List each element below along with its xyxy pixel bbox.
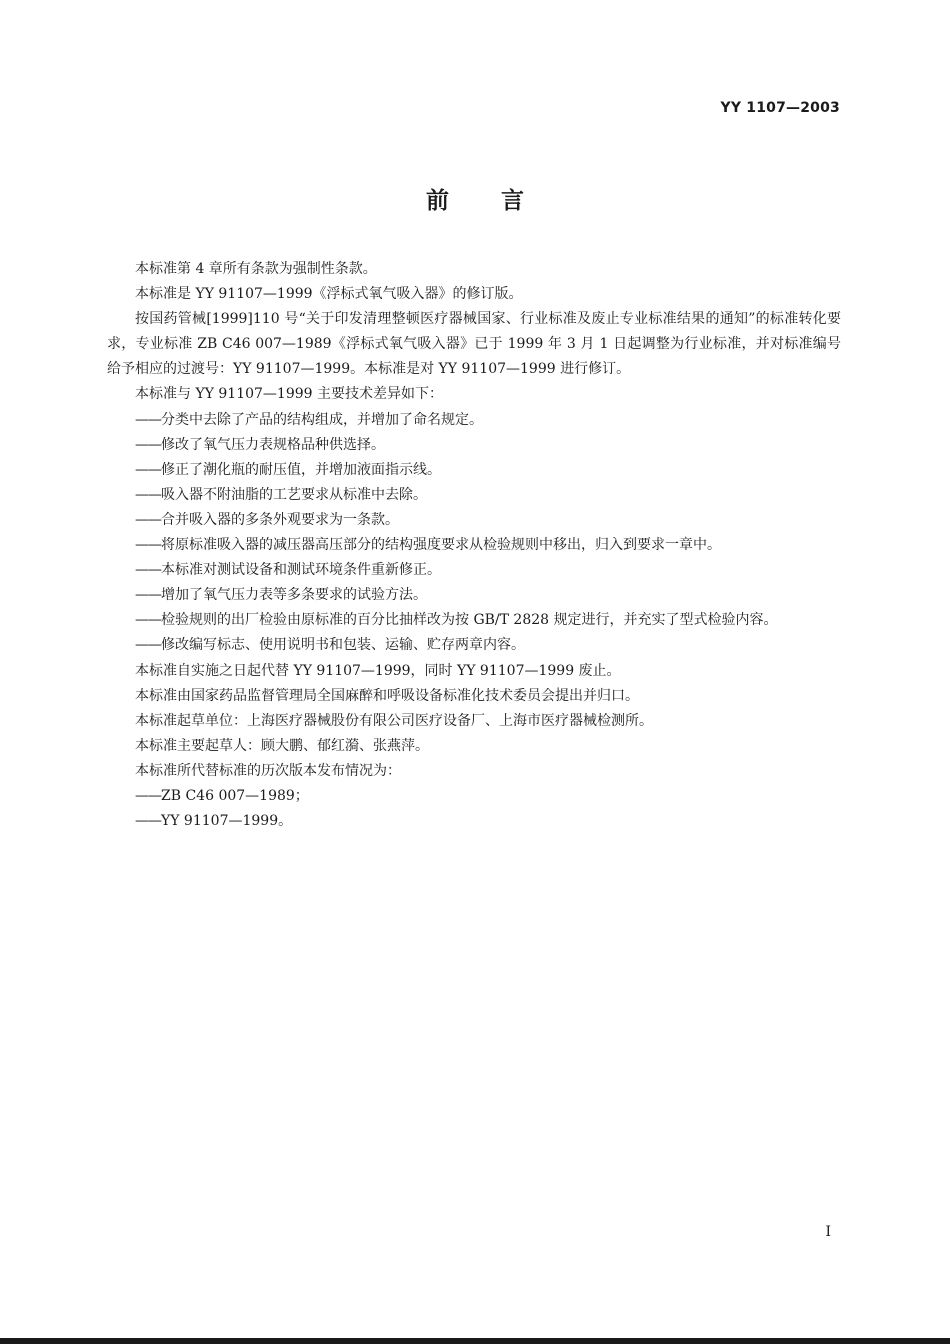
foreword-body: [107, 257, 841, 834]
list-item-text: 修改了氧气压力表规格品种供选择。: [161, 436, 385, 453]
paragraph: 按国药管械[1999]110 号“关于印发清理整顿医疗器械国家、行业标准及废止专业标准结果的通知”的标准转化要求，专业标准 ZB C46 007—1989《浮标式氧气吸入器》已于 1999 年 3 月 1 日起调整为行业标准，并对标准编号给予相应的过渡号：YY 91107—1999。本标准是对 YY 91107—1999 进行修订。: [107, 311, 841, 378]
dash-marker: ——: [135, 436, 161, 453]
dash-marker: ——: [135, 587, 161, 604]
list-item-text: 修改编写标志、使用说明书和包装、运输、贮存两章内容。: [161, 637, 525, 654]
list-item-text: 分类中去除了产品的结构组成，并增加了命名规定。: [161, 411, 483, 428]
list-item-text: 将原标准吸入器的减压器高压部分的结构强度要求从检验规则中移出，归入到要求一章中。: [161, 537, 721, 554]
list-item-text: ZB C46 007—1989；: [161, 787, 309, 804]
paragraph: 本标准是 YY 91107—1999《浮标式氧气吸入器》的修订版。: [135, 286, 523, 303]
dash-marker: ——: [135, 411, 161, 428]
page-number: I: [825, 1224, 831, 1240]
list-item: [107, 784, 841, 809]
paragraph: 本标准与 YY 91107—1999 主要技术差异如下：: [135, 386, 443, 403]
list-item: [107, 558, 841, 583]
list-item-text: 本标准对测试设备和测试环境条件重新修正。: [161, 562, 441, 579]
dash-marker: ——: [135, 787, 161, 804]
list-item: [107, 633, 841, 658]
list-item: [107, 433, 841, 458]
dash-marker: ——: [135, 511, 161, 528]
list-item: [107, 608, 841, 633]
paragraph: 本标准主要起草人：顾大鹏、郁红漪、张燕萍。: [135, 737, 429, 754]
list-item-text: 修正了潮化瓶的耐压值，并增加液面指示线。: [161, 461, 441, 478]
list-item: [107, 458, 841, 483]
list-item-text: YY 91107—1999。: [161, 813, 293, 830]
list-item: [107, 483, 841, 508]
paragraph: 本标准所代替标准的历次版本发布情况为：: [135, 762, 401, 779]
paragraph: 本标准由国家药品监督管理局全国麻醉和呼吸设备标准化技术委员会提出并归口。: [135, 687, 639, 704]
list-item: [107, 508, 841, 533]
dash-marker: ——: [135, 537, 161, 554]
dash-marker: ——: [135, 562, 161, 579]
list-item: [107, 809, 841, 834]
page-title: 前言: [426, 188, 576, 214]
list-item: [107, 533, 841, 558]
dash-marker: ——: [135, 486, 161, 503]
paragraph: 本标准起草单位：上海医疗器械股份有限公司医疗设备厂、上海市医疗器械检测所。: [135, 712, 653, 729]
dash-marker: ——: [135, 637, 161, 654]
bottom-rule: [0, 1338, 950, 1344]
list-item-text: 合并吸入器的多条外观要求为一条款。: [161, 511, 399, 528]
dash-marker: ——: [135, 813, 161, 830]
list-item-text: 检验规则的出厂检验由原标准的百分比抽样改为按 GB/T 2828 规定进行，并充实了型式检验内容。: [161, 612, 778, 629]
list-item-text: 增加了氧气压力表等多条要求的试验方法。: [161, 587, 427, 604]
paragraph: 本标准自实施之日起代替 YY 91107—1999，同时 YY 91107—1999 废止。: [135, 662, 621, 679]
dash-marker: ——: [135, 612, 161, 629]
dash-marker: ——: [135, 461, 161, 478]
paragraph: 本标准第 4 章所有条款为强制性条款。: [135, 261, 377, 277]
list-item: [107, 408, 841, 433]
list-item: [107, 583, 841, 608]
list-item-text: 吸入器不附油脂的工艺要求从标准中去除。: [161, 486, 427, 503]
standard-number: YY 1107—2003: [720, 100, 840, 116]
